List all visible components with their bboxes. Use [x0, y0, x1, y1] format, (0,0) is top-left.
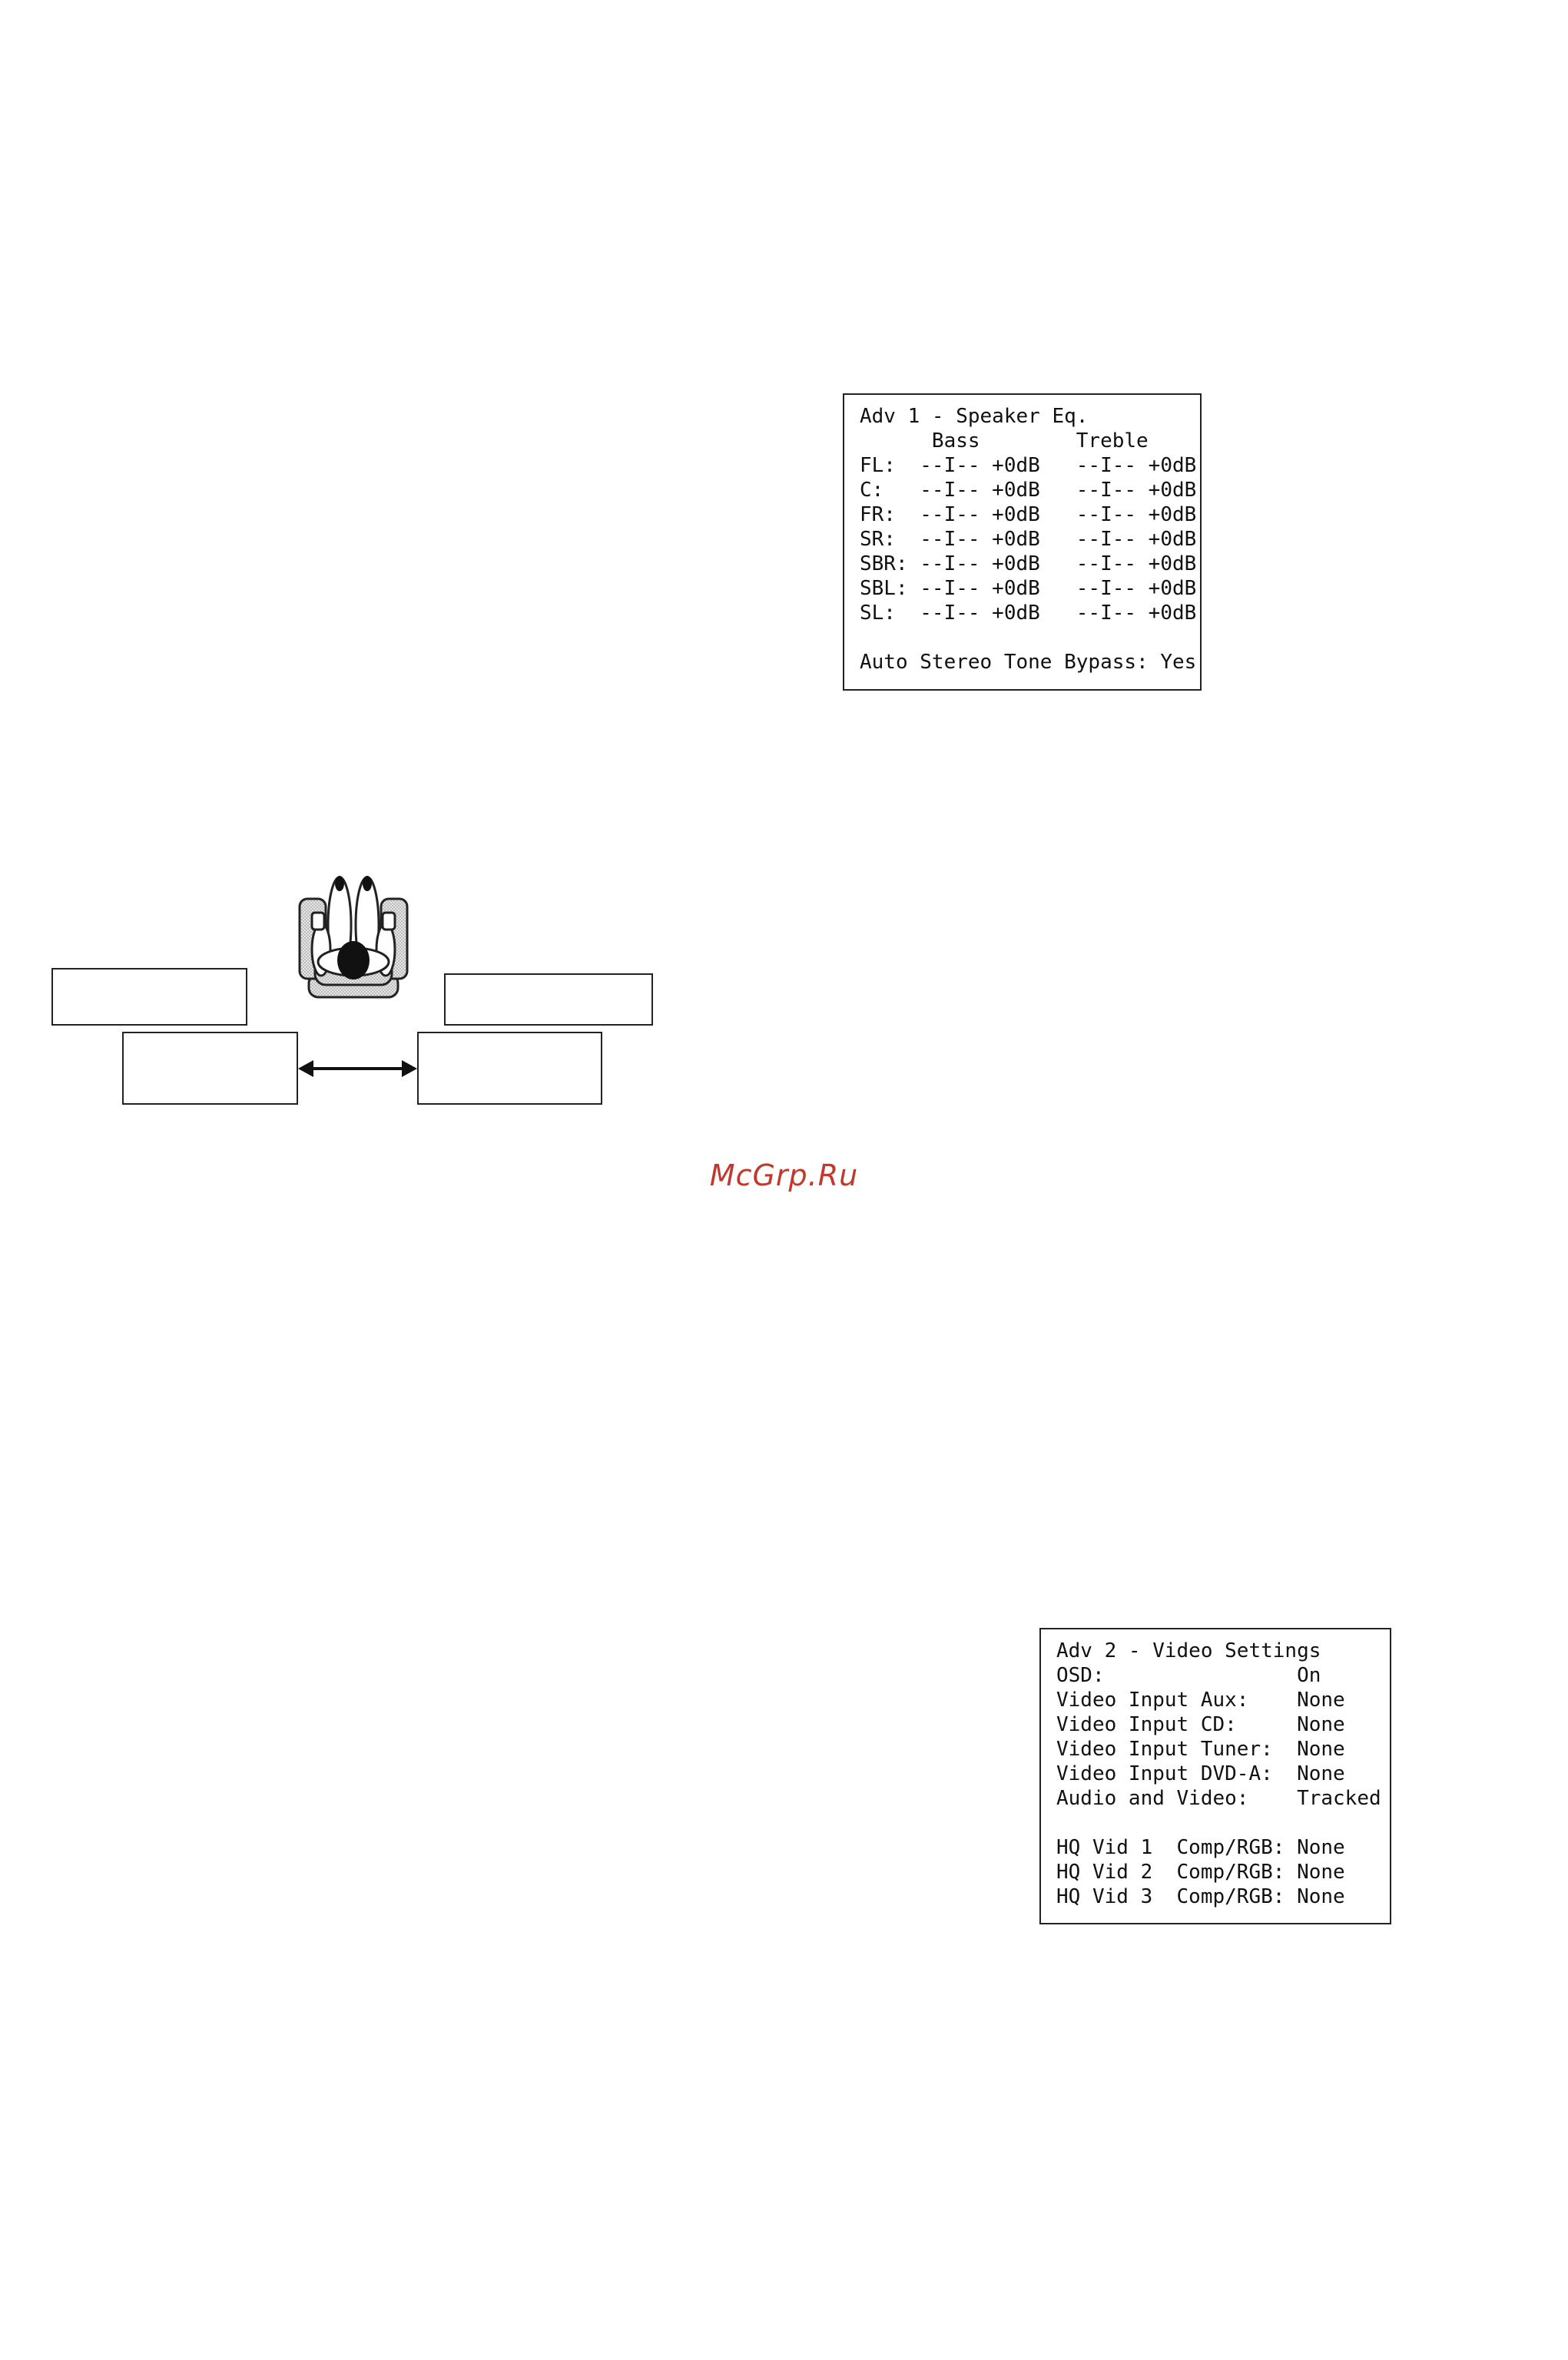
eq-row-fr: FR: --I-- +0dB --I-- +0dB	[860, 503, 1197, 526]
menu-title: Adv 1 - Speaker Eq.	[860, 405, 1089, 428]
hq-vid-1-row: HQ Vid 1 Comp/RGB: None	[1056, 1836, 1345, 1859]
hq-vid-2-row: HQ Vid 2 Comp/RGB: None	[1056, 1861, 1345, 1884]
eq-row-fl: FL: --I-- +0dB --I-- +0dB	[860, 454, 1197, 477]
eq-row-sl: SL: --I-- +0dB --I-- +0dB	[860, 602, 1197, 625]
diagram-box-left-top	[51, 968, 247, 1026]
auto-stereo-tone-bypass: Auto Stereo Tone Bypass: Yes	[860, 651, 1197, 674]
eq-row-c: C: --I-- +0dB --I-- +0dB	[860, 479, 1197, 502]
menu-title: Adv 2 - Video Settings	[1056, 1639, 1321, 1662]
blank-line	[860, 625, 1185, 650]
double-arrow-icon	[298, 1056, 417, 1082]
watermark-logo: McGrp.Ru	[709, 1158, 859, 1192]
video-input-cd-row: Video Input CD: None	[1056, 1713, 1345, 1736]
eq-row-sbr: SBR: --I-- +0dB --I-- +0dB	[860, 552, 1197, 575]
video-input-tuner-row: Video Input Tuner: None	[1056, 1738, 1345, 1761]
audio-and-video-row: Audio and Video: Tracked	[1056, 1787, 1381, 1810]
diagram-box-right-top	[444, 973, 653, 1026]
diagram-box-right-bottom	[417, 1032, 602, 1105]
eq-row-sr: SR: --I-- +0dB --I-- +0dB	[860, 528, 1197, 551]
video-input-aux-row: Video Input Aux: None	[1056, 1689, 1345, 1712]
listener-in-chair-icon	[292, 876, 415, 1000]
osd-row: OSD: On	[1056, 1664, 1321, 1687]
speaker-eq-menu	[843, 393, 1202, 691]
diagram-box-left-bottom	[122, 1032, 298, 1105]
video-settings-menu	[1039, 1628, 1391, 1924]
eq-row-sbl: SBL: --I-- +0dB --I-- +0dB	[860, 577, 1197, 600]
video-input-dvda-row: Video Input DVD-A: None	[1056, 1762, 1345, 1785]
hq-vid-3-row: HQ Vid 3 Comp/RGB: None	[1056, 1885, 1345, 1908]
blank-line	[1056, 1811, 1374, 1835]
column-headers: Bass Treble	[860, 429, 1149, 452]
